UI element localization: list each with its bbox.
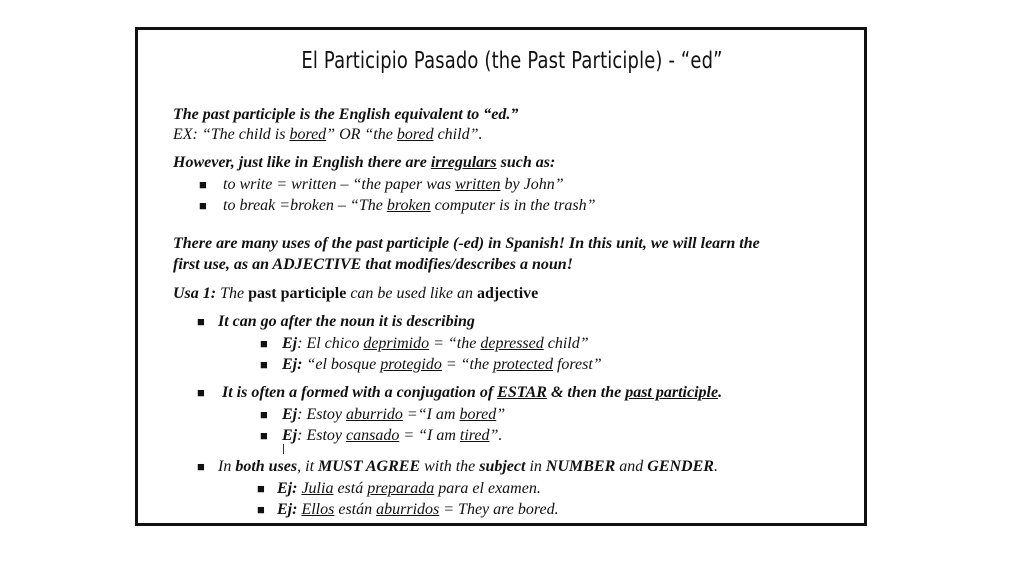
point3-example-2: Ej: Ellos están aburridos = They are bored.: [277, 501, 559, 518]
usa1-line: Usa 1: The past participle can be used like an adjective: [173, 285, 539, 302]
bullet-icon: ■: [260, 407, 268, 422]
bullet-icon: ■: [197, 385, 205, 400]
point2-heading: It is often a formed with a conjugation of ESTAR & then the past participle.: [222, 384, 723, 401]
bullet-icon: ■: [199, 198, 207, 213]
bullet-icon: ■: [197, 459, 205, 474]
list-item-break: to break =broken – “The broken computer is in the trash”: [223, 197, 596, 214]
bullet-icon: ■: [260, 336, 268, 351]
bullet-icon: ■: [199, 177, 207, 192]
point2-example-1: Ej: Estoy aburrido =“I am bored”: [282, 406, 506, 423]
page-title: El Participio Pasado (the Past Participle) - “ed”: [301, 48, 723, 74]
point2-example-2: Ej: Estoy cansado = “I am tired”.: [282, 427, 503, 444]
intro-line: The past participle is the English equivalent to “ed.”: [173, 106, 519, 123]
bullet-icon: ■: [260, 428, 268, 443]
point1-example-2: Ej: “el bosque protegido = “the protected forest”: [282, 356, 602, 373]
point3-heading: In both uses, it MUST AGREE with the subject in NUMBER and GENDER.: [218, 458, 718, 475]
irregulars-heading: However, just like in English there are irregulars such as:: [173, 154, 556, 171]
bullet-icon: ■: [260, 357, 268, 372]
bullet-icon: ■: [257, 481, 265, 496]
uses-line-2: first use, as an ADJECTIVE that modifies/describes a noun!: [173, 256, 573, 273]
bullet-icon: ■: [197, 314, 205, 329]
intro-example: EX: “The child is bored” OR “the bored child”.: [173, 126, 483, 143]
point1-heading: It can go after the noun it is describing: [218, 313, 475, 330]
point3-example-1: Ej: Julia está preparada para el examen.: [277, 480, 541, 497]
point1-example-1: Ej: El chico deprimido = “the depressed child”: [282, 335, 589, 352]
bullet-icon: ■: [257, 502, 265, 517]
slide-frame: [135, 27, 867, 526]
uses-line-1: There are many uses of the past participle (-ed) in Spanish! In this unit, we will learn the: [173, 235, 760, 252]
list-item-write: to write = written – “the paper was written by John”: [223, 176, 564, 193]
cursor-mark: [283, 444, 284, 454]
